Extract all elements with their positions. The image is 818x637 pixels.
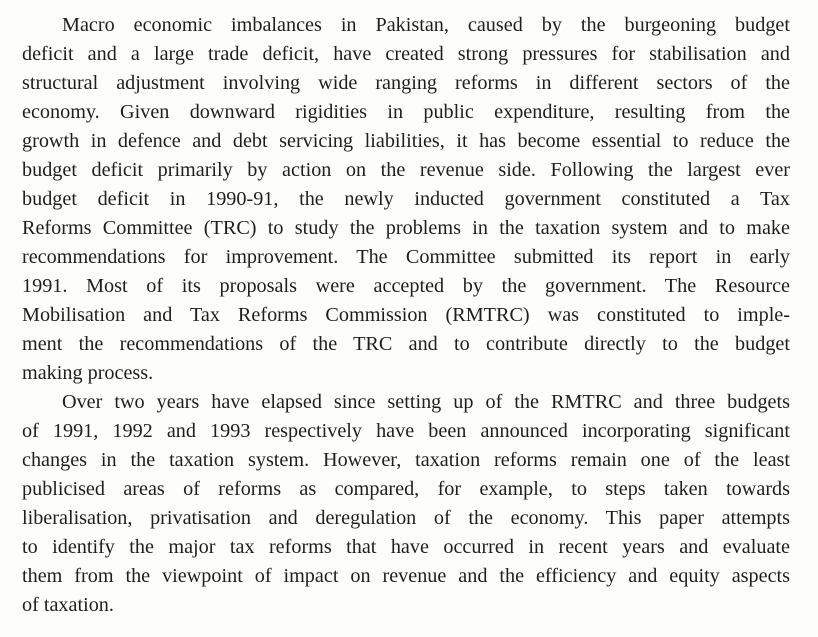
- text-line: Macro economic imbalances in Pakistan, caused by the burgeoning budget: [62, 14, 790, 36]
- text-line: 1991. Most of its proposals were accepted by the government. The Resource: [22, 275, 790, 297]
- text-line: Mobilisation and Tax Reforms Commission (RMTRC) was constituted to imple-: [22, 304, 790, 326]
- text-line: structural adjustment involving wide ranging reforms in different sectors of the: [22, 72, 790, 94]
- text-line: ment the recommendations of the TRC and to contribute directly to the budget: [22, 333, 790, 355]
- text-line: of 1991, 1992 and 1993 respectively have been announced incorporating significant: [22, 420, 790, 442]
- text-line: economy. Given downward rigidities in public expenditure, resulting from the: [22, 101, 790, 123]
- text-line: growth in defence and debt servicing liabilities, it has become essential to reduce the: [22, 130, 790, 152]
- text-line: recommendations for improvement. The Committee submitted its report in early: [22, 246, 790, 268]
- body-text: [22, 11, 790, 620]
- text-line: budget deficit primarily by action on the revenue side. Following the largest ever: [22, 159, 790, 181]
- text-line: to identify the major tax reforms that have occurred in recent years and evaluate: [22, 536, 790, 558]
- text-line: of taxation.: [22, 594, 114, 616]
- paragraph-1: [22, 11, 790, 388]
- text-line: changes in the taxation system. However, taxation reforms remain one of the least: [22, 449, 790, 471]
- text-line: Reforms Committee (TRC) to study the problems in the taxation system and to make: [22, 217, 790, 239]
- text-line: liberalisation, privatisation and deregulation of the economy. This paper attempts: [22, 507, 790, 529]
- text-line: publicised areas of reforms as compared, for example, to steps taken towards: [22, 478, 790, 500]
- text-line: Over two years have elapsed since setting up of the RMTRC and three budgets: [62, 391, 790, 413]
- text-line: deficit and a large trade deficit, have created strong pressures for stabilisation and: [22, 43, 790, 65]
- text-line: them from the viewpoint of impact on revenue and the efficiency and equity aspects: [22, 565, 790, 587]
- paragraph-2: [22, 388, 790, 620]
- text-line: making process.: [22, 362, 154, 384]
- text-line: budget deficit in 1990-91, the newly inducted government constituted a Tax: [22, 188, 790, 210]
